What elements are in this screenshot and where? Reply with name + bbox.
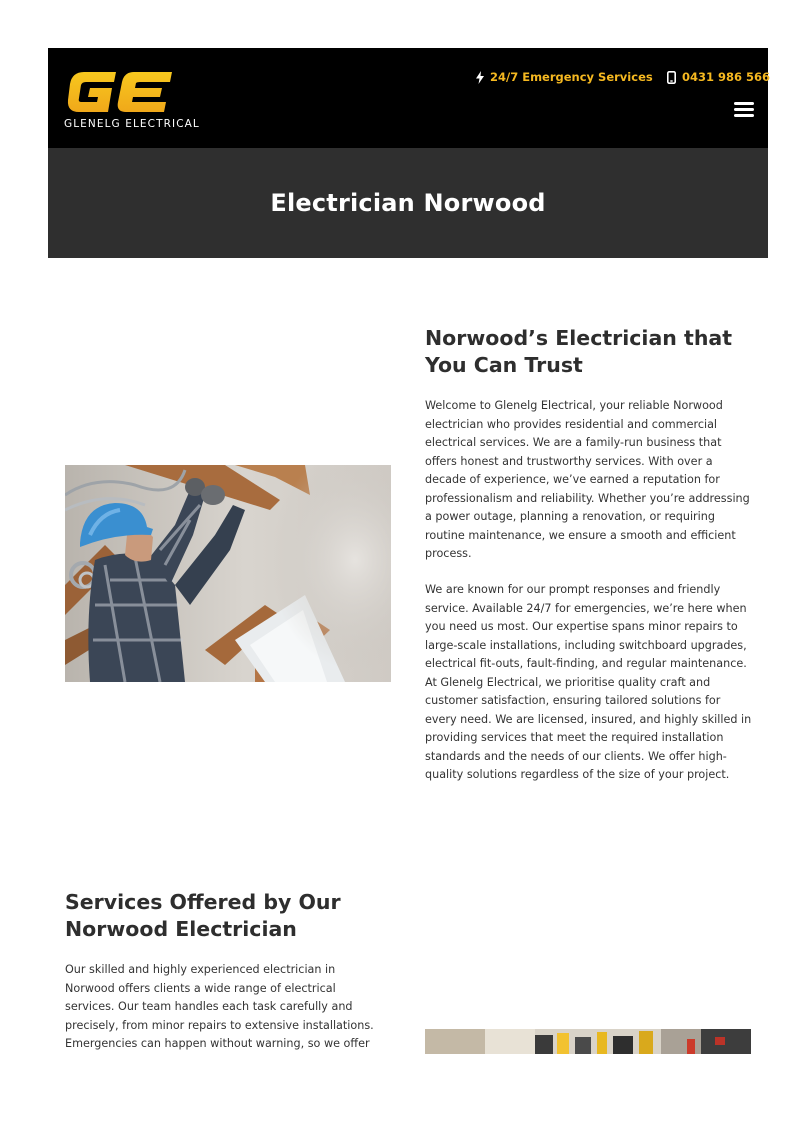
logo-mark (64, 70, 176, 114)
logo-text: GLENELG ELECTRICAL (64, 118, 200, 130)
electrician-image (65, 465, 391, 682)
page-title: Electrician Norwood (270, 189, 546, 217)
trust-paragraph-1: Welcome to Glenelg Electrical, your reliable Norwood electrician who provides residential and commercial electrical services. We are a family-run business that offers honest and trustworthy services. With over a decade of experience, we’ve earned a reputation for professionalism and reliability. Whether you’re addressing a power outage, planning a renovation, or requiring routine maintenance, we ensure a smooth and efficient process. (425, 399, 750, 560)
services-heading: Services Offered by Our Norwood Electrician (65, 890, 341, 941)
services-paragraph-1: Our skilled and highly experienced electrician in Norwood offers clients a wide range of electrical services. Our team handles each task carefully and precisely, from minor repairs to extensive installations. Emergencies can happen without warning, so we offer (65, 963, 374, 1050)
electrician-photo (65, 465, 391, 682)
phone-label: 0431 986 566 (682, 70, 771, 84)
mobile-phone-icon (667, 71, 676, 84)
logo[interactable] (64, 70, 200, 130)
menu-bar (734, 108, 754, 111)
site-header (48, 48, 771, 148)
phone-link[interactable] (667, 70, 770, 84)
emergency-label: 24/7 Emergency Services (490, 70, 653, 84)
trust-paragraph-2: We are known for our prompt responses and friendly service. Available 24/7 for emergencies, we’re here when you need us most. Our expertise spans minor repairs to large-scale installations, including switchboard upgrades, electrical fit-outs, fault-finding, and regular maintenance. At Glenelg Electrical, we prioritise quality craft and customer satisfaction, ensuring tailored solutions for every need. We are licensed, insured, and highly skilled in providing services that meet the required installation standards and the needs of our clients. We offer high-quality solutions regardless of the size of your project. (425, 583, 752, 781)
workshop-image (425, 1029, 751, 1054)
lightning-bolt-icon (476, 71, 484, 84)
trust-heading: Norwood’s Electrician that You Can Trust (425, 326, 733, 377)
hamburger-menu-icon[interactable] (734, 102, 754, 118)
menu-bar (734, 114, 754, 117)
emergency-services-link[interactable] (476, 70, 653, 84)
workshop-photo (425, 1029, 751, 1054)
menu-bar (734, 102, 754, 105)
page-hero (48, 148, 768, 258)
